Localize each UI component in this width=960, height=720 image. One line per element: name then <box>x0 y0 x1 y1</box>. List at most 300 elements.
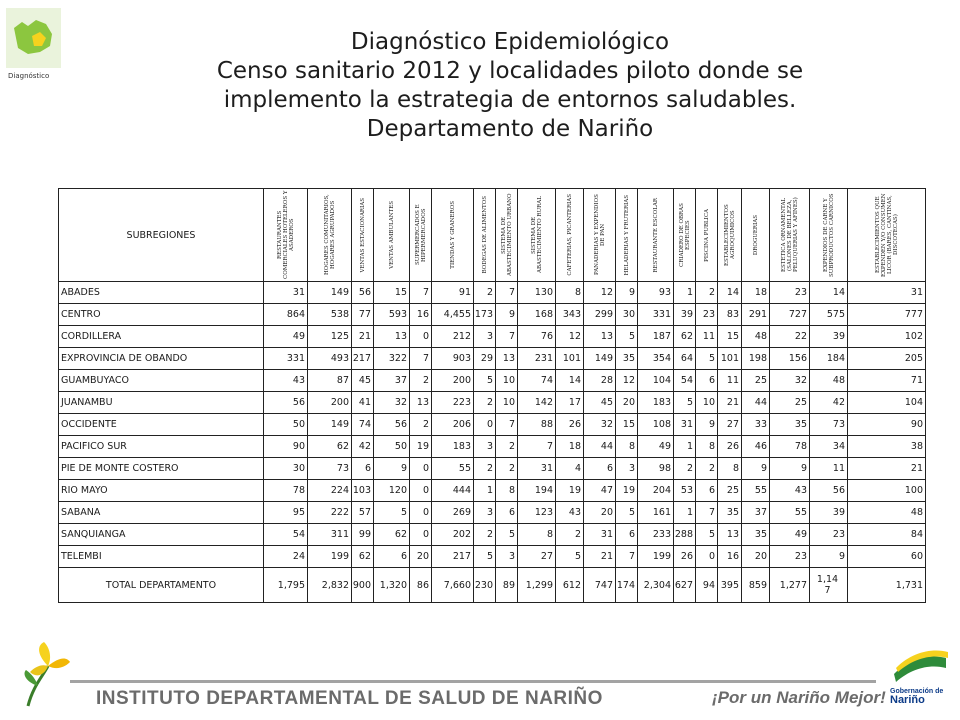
logo-caption: Diagnóstico <box>8 72 50 80</box>
table-cell: 6 <box>496 502 518 524</box>
table-cell: 777 <box>848 304 926 326</box>
table-cell: 103 <box>352 480 374 502</box>
table-cell: 1,795 <box>264 568 308 603</box>
table-cell: 2 <box>696 458 718 480</box>
table-row <box>59 392 926 414</box>
table-cell: 864 <box>264 304 308 326</box>
table-cell: 200 <box>432 370 474 392</box>
table-cell: 44 <box>584 436 616 458</box>
table-cell: 78 <box>770 436 810 458</box>
table-cell: 149 <box>308 282 352 304</box>
subregion-name: PACIFICO SUR <box>59 436 264 458</box>
table-cell: 86 <box>410 568 432 603</box>
table-cell: 89 <box>496 568 518 603</box>
table-cell: 26 <box>556 414 584 436</box>
table-cell: 222 <box>308 502 352 524</box>
table-cell: 149 <box>308 414 352 436</box>
table-cell: 19 <box>410 436 432 458</box>
table-cell: 20 <box>742 546 770 568</box>
table-cell: 1 <box>674 436 696 458</box>
column-header: HOGARES COMUNITARIOS, HOGARES AGRUPADOS <box>308 189 352 282</box>
table-cell: 7 <box>496 414 518 436</box>
gob-line-2: Nariño <box>890 694 925 706</box>
table-cell: 4 <box>556 458 584 480</box>
table-cell: 11 <box>810 458 848 480</box>
table-cell: 31 <box>264 282 308 304</box>
column-header: BODEGAS DE ALIMENTOS <box>474 189 496 282</box>
table-cell: 62 <box>374 524 410 546</box>
footer-divider <box>70 680 876 683</box>
table-cell: 83 <box>718 304 742 326</box>
table-cell: 0 <box>410 480 432 502</box>
table-cell: 78 <box>264 480 308 502</box>
table-cell: 28 <box>584 370 616 392</box>
table-cell: 5 <box>674 392 696 414</box>
table-cell: 5 <box>474 546 496 568</box>
table-cell: 2 <box>556 524 584 546</box>
subregion-name: ABADES <box>59 282 264 304</box>
table-cell: 8 <box>496 480 518 502</box>
table-cell: 56 <box>352 282 374 304</box>
table-cell: 130 <box>518 282 556 304</box>
table-cell: 206 <box>432 414 474 436</box>
subregion-name: SABANA <box>59 502 264 524</box>
table-cell: 21 <box>848 458 926 480</box>
table-cell: 149 <box>584 348 616 370</box>
table-cell: 88 <box>518 414 556 436</box>
table-cell: 62 <box>352 546 374 568</box>
table-cell: 3 <box>616 458 638 480</box>
table-cell: 142 <box>518 392 556 414</box>
table-cell: 38 <box>848 436 926 458</box>
table-cell: 23 <box>770 282 810 304</box>
subregion-name: PIE DE MONTE COSTERO <box>59 458 264 480</box>
table-header-row <box>59 189 926 282</box>
subregion-name: TOTAL DEPARTAMENTO <box>59 568 264 603</box>
table-cell: 493 <box>308 348 352 370</box>
column-header: HELADERIAS Y FRUTERIAS <box>616 189 638 282</box>
table-cell: 7 <box>410 282 432 304</box>
table-cell: 35 <box>742 524 770 546</box>
table-cell: 2 <box>496 436 518 458</box>
table-cell: 13 <box>410 392 432 414</box>
table-cell: 35 <box>770 414 810 436</box>
table-cell: 8 <box>616 436 638 458</box>
table-cell: 231 <box>518 348 556 370</box>
table-cell: 900 <box>352 568 374 603</box>
table-cell: 15 <box>374 282 410 304</box>
table-cell: 12 <box>584 282 616 304</box>
table-cell: 291 <box>742 304 770 326</box>
table-cell: 42 <box>810 392 848 414</box>
table-cell: 269 <box>432 502 474 524</box>
table-cell: 19 <box>616 480 638 502</box>
table-cell: 2 <box>496 458 518 480</box>
table-cell: 395 <box>718 568 742 603</box>
slogan: ¡Por un Nariño Mejor! <box>712 688 886 707</box>
table-cell: 343 <box>556 304 584 326</box>
column-header: EXPENDIOS DE CARNE Y SUBPRODUCTOS CARNICOS <box>810 189 848 282</box>
table-cell: 1 <box>474 480 496 502</box>
table-cell: 5 <box>616 502 638 524</box>
table-cell: 18 <box>556 436 584 458</box>
table-cell: 27 <box>718 414 742 436</box>
table-cell: 10 <box>496 370 518 392</box>
table-cell: 20 <box>584 502 616 524</box>
table-cell: 25 <box>718 480 742 502</box>
table-cell: 13 <box>374 326 410 348</box>
table-cell: 9 <box>374 458 410 480</box>
table-cell: 2 <box>474 392 496 414</box>
subregion-name: EXPROVINCIA DE OBANDO <box>59 348 264 370</box>
table-cell: 56 <box>374 414 410 436</box>
table-cell: 26 <box>718 436 742 458</box>
table-cell: 331 <box>638 304 674 326</box>
table-cell: 60 <box>848 546 926 568</box>
table-cell: 93 <box>638 282 674 304</box>
table-cell: 3 <box>474 436 496 458</box>
table-cell: 98 <box>638 458 674 480</box>
table-cell: 30 <box>264 458 308 480</box>
table-cell: 90 <box>264 436 308 458</box>
subregion-name: RIO MAYO <box>59 480 264 502</box>
table-cell: 233 <box>638 524 674 546</box>
table-cell: 1,277 <box>770 568 810 603</box>
table-cell: 23 <box>696 304 718 326</box>
table-cell: 49 <box>638 436 674 458</box>
table-cell: 55 <box>742 480 770 502</box>
column-header: PISCINA PUBLICA <box>696 189 718 282</box>
table-cell: 16 <box>410 304 432 326</box>
table-cell: 1,320 <box>374 568 410 603</box>
table-cell: 43 <box>770 480 810 502</box>
table-cell: 204 <box>638 480 674 502</box>
table-cell: 49 <box>770 524 810 546</box>
table-cell: 5 <box>496 524 518 546</box>
table-cell: 77 <box>352 304 374 326</box>
table-cell: 11 <box>718 370 742 392</box>
table-cell: 224 <box>308 480 352 502</box>
table-cell: 48 <box>848 502 926 524</box>
table-cell: 3 <box>474 502 496 524</box>
table-cell: 37 <box>374 370 410 392</box>
table-cell: 288 <box>674 524 696 546</box>
table-cell: 2 <box>474 282 496 304</box>
table-cell: 9 <box>696 414 718 436</box>
table-row <box>59 348 926 370</box>
table-cell: 217 <box>432 546 474 568</box>
subregion-name: OCCIDENTE <box>59 414 264 436</box>
table-cell: 9 <box>742 458 770 480</box>
table-cell: 39 <box>810 326 848 348</box>
table-cell: 20 <box>616 392 638 414</box>
table-cell: 22 <box>770 326 810 348</box>
table-cell: 747 <box>584 568 616 603</box>
table-row <box>59 480 926 502</box>
table-cell: 34 <box>810 436 848 458</box>
table-cell: 0 <box>410 458 432 480</box>
table-cell: 217 <box>352 348 374 370</box>
column-header: VENTAS ESTACIONARIAS <box>352 189 374 282</box>
table-cell: 8 <box>518 524 556 546</box>
table-cell: 18 <box>742 282 770 304</box>
table-cell: 62 <box>674 326 696 348</box>
table-cell: 1 <box>674 282 696 304</box>
title-line-4: Departamento de Nariño <box>366 116 654 142</box>
gobernacion-logo-text <box>890 688 943 704</box>
table-cell: 6 <box>696 370 718 392</box>
table-cell: 9 <box>496 304 518 326</box>
flower-logo-icon <box>8 636 88 716</box>
table-cell: 444 <box>432 480 474 502</box>
table-cell: 183 <box>432 436 474 458</box>
table-cell: 859 <box>742 568 770 603</box>
table-cell: 10 <box>496 392 518 414</box>
table-cell: 156 <box>770 348 810 370</box>
table-cell: 1,14 7 <box>810 568 848 603</box>
table-cell: 25 <box>770 392 810 414</box>
table-cell: 903 <box>432 348 474 370</box>
table-cell: 0 <box>410 326 432 348</box>
subregion-name: TELEMBI <box>59 546 264 568</box>
table-cell: 2 <box>474 458 496 480</box>
table-cell: 99 <box>352 524 374 546</box>
table-cell: 187 <box>638 326 674 348</box>
table-cell: 6 <box>352 458 374 480</box>
table-cell: 5 <box>696 524 718 546</box>
table-cell: 39 <box>810 502 848 524</box>
table-row <box>59 370 926 392</box>
table-cell: 593 <box>374 304 410 326</box>
table-cell: 73 <box>810 414 848 436</box>
table-cell: 0 <box>410 502 432 524</box>
table-cell: 84 <box>848 524 926 546</box>
table-cell: 14 <box>810 282 848 304</box>
table-cell: 46 <box>742 436 770 458</box>
table-cell: 1,299 <box>518 568 556 603</box>
table-cell: 44 <box>742 392 770 414</box>
table-cell: 161 <box>638 502 674 524</box>
table-cell: 3 <box>474 326 496 348</box>
table-cell: 24 <box>264 546 308 568</box>
table-cell: 64 <box>674 348 696 370</box>
table-cell: 2 <box>696 282 718 304</box>
table-cell: 17 <box>556 392 584 414</box>
table-cell: 0 <box>474 414 496 436</box>
table-cell: 14 <box>718 282 742 304</box>
institute-name: INSTITUTO DEPARTAMENTAL DE SALUD DE NARIÑO <box>96 688 603 709</box>
table-cell: 54 <box>264 524 308 546</box>
table-cell: 32 <box>770 370 810 392</box>
table-cell: 120 <box>374 480 410 502</box>
table-cell: 2 <box>674 458 696 480</box>
table-cell: 11 <box>696 326 718 348</box>
table-cell: 25 <box>742 370 770 392</box>
table-cell: 35 <box>718 502 742 524</box>
table-cell: 31 <box>674 414 696 436</box>
table-cell: 31 <box>518 458 556 480</box>
column-header: ESTETICA ORNAMENTAL (SALONES DE BELLEZA, PELUQUERIAS Y AFINES) <box>770 189 810 282</box>
column-header: SISTEMA DE ABASTECIMIENTO URBANO <box>496 189 518 282</box>
table-cell: 30 <box>616 304 638 326</box>
table-row <box>59 458 926 480</box>
table-cell: 2,832 <box>308 568 352 603</box>
table-cell: 1 <box>674 502 696 524</box>
table-cell: 12 <box>556 326 584 348</box>
table-cell: 7 <box>518 436 556 458</box>
table-cell: 3 <box>496 546 518 568</box>
table-cell: 5 <box>696 348 718 370</box>
table-cell: 2,304 <box>638 568 674 603</box>
table-cell: 45 <box>584 392 616 414</box>
table-cell: 31 <box>848 282 926 304</box>
table-cell: 10 <box>696 392 718 414</box>
table-cell: 16 <box>718 546 742 568</box>
table-cell: 31 <box>584 524 616 546</box>
table-cell: 168 <box>518 304 556 326</box>
table-cell: 41 <box>352 392 374 414</box>
table-cell: 108 <box>638 414 674 436</box>
table-cell: 538 <box>308 304 352 326</box>
table-cell: 199 <box>308 546 352 568</box>
table-cell: 13 <box>718 524 742 546</box>
table-cell: 194 <box>518 480 556 502</box>
table-cell: 13 <box>584 326 616 348</box>
table-cell: 43 <box>264 370 308 392</box>
title-line-2: Censo sanitario 2012 y localidades piloto donde se <box>216 58 804 84</box>
gob-line-1: Gobernación de <box>890 688 944 695</box>
table-cell: 2 <box>474 524 496 546</box>
table-cell: 575 <box>810 304 848 326</box>
subregion-name: GUAMBUYACO <box>59 370 264 392</box>
column-header: PANADERIAS Y EXPENDIOS DE PAN <box>584 189 616 282</box>
column-header: CRIADERO DE OBRAS ESPECIES <box>674 189 696 282</box>
column-header: RESTAURANTES COMERCIALES HOTELEROS Y ASADEROS <box>264 189 308 282</box>
table-cell: 32 <box>374 392 410 414</box>
table-cell: 0 <box>696 546 718 568</box>
table-cell: 727 <box>770 304 810 326</box>
table-cell: 5 <box>616 326 638 348</box>
table-cell: 21 <box>584 546 616 568</box>
table-cell: 21 <box>352 326 374 348</box>
table-cell: 174 <box>616 568 638 603</box>
logo-image <box>6 8 61 68</box>
table-cell: 95 <box>264 502 308 524</box>
table-cell: 8 <box>556 282 584 304</box>
table-cell: 6 <box>616 524 638 546</box>
table-cell: 23 <box>770 546 810 568</box>
table-cell: 76 <box>518 326 556 348</box>
column-header: ESTABLECIMIENTOS QUE EXPENDEN Y/O CONSUMEN LICOR (BARES, CANTINAS, DISCOTECAS) <box>848 189 926 282</box>
table-cell: 7,660 <box>432 568 474 603</box>
table-cell: 45 <box>352 370 374 392</box>
table-row <box>59 502 926 524</box>
table-cell: 19 <box>556 480 584 502</box>
table-cell: 55 <box>432 458 474 480</box>
table-cell: 104 <box>848 392 926 414</box>
table-cell: 183 <box>638 392 674 414</box>
table-cell: 47 <box>584 480 616 502</box>
table-cell: 7 <box>616 546 638 568</box>
table-cell: 299 <box>584 304 616 326</box>
table-cell: 0 <box>410 524 432 546</box>
table-cell: 54 <box>674 370 696 392</box>
title-line-1: Diagnóstico Epidemiológico <box>350 29 670 55</box>
table-cell: 104 <box>638 370 674 392</box>
table-cell: 50 <box>374 436 410 458</box>
table-cell: 354 <box>638 348 674 370</box>
table-cell: 9 <box>770 458 810 480</box>
table-cell: 7 <box>496 282 518 304</box>
subregion-name: SANQUIANGA <box>59 524 264 546</box>
table-cell: 205 <box>848 348 926 370</box>
table-cell: 74 <box>518 370 556 392</box>
table-cell: 5 <box>374 502 410 524</box>
table-cell: 4,455 <box>432 304 474 326</box>
table-row <box>59 304 926 326</box>
table-cell: 21 <box>718 392 742 414</box>
column-header: SUPERMERCADOS E HIPERMERCADOS <box>410 189 432 282</box>
table-cell: 12 <box>616 370 638 392</box>
table-cell: 20 <box>410 546 432 568</box>
table-cell: 33 <box>742 414 770 436</box>
table-cell: 173 <box>474 304 496 326</box>
table-cell: 202 <box>432 524 474 546</box>
table-cell: 55 <box>770 502 810 524</box>
table-row <box>59 546 926 568</box>
table-cell: 56 <box>264 392 308 414</box>
table-cell: 57 <box>352 502 374 524</box>
table-cell: 125 <box>308 326 352 348</box>
table-total-row <box>59 568 926 603</box>
table-cell: 26 <box>674 546 696 568</box>
table-cell: 199 <box>638 546 674 568</box>
table-cell: 50 <box>264 414 308 436</box>
table-cell: 73 <box>308 458 352 480</box>
table-cell: 123 <box>518 502 556 524</box>
table-cell: 48 <box>742 326 770 348</box>
table-cell: 48 <box>810 370 848 392</box>
title-line-3: implemento la estrategia de entornos saludables. <box>223 87 797 113</box>
table-cell: 2 <box>410 414 432 436</box>
table-cell: 13 <box>496 348 518 370</box>
column-header: CAFETERIAS, PICANTERIAS <box>556 189 584 282</box>
table-row <box>59 326 926 348</box>
table-cell: 331 <box>264 348 308 370</box>
table-cell: 87 <box>308 370 352 392</box>
table-cell: 5 <box>556 546 584 568</box>
table-cell: 35 <box>616 348 638 370</box>
table-cell: 39 <box>674 304 696 326</box>
subregion-name: JUANAMBU <box>59 392 264 414</box>
subregion-name: CORDILLERA <box>59 326 264 348</box>
subregion-name: CENTRO <box>59 304 264 326</box>
table-cell: 43 <box>556 502 584 524</box>
table-cell: 71 <box>848 370 926 392</box>
table-cell: 6 <box>696 480 718 502</box>
table-cell: 311 <box>308 524 352 546</box>
table-cell: 32 <box>584 414 616 436</box>
column-header: DROGUERIAS <box>742 189 770 282</box>
table-row <box>59 414 926 436</box>
table-cell: 223 <box>432 392 474 414</box>
page-title <box>150 28 870 144</box>
table-cell: 14 <box>556 370 584 392</box>
table-cell: 27 <box>518 546 556 568</box>
table-cell: 53 <box>674 480 696 502</box>
table-cell: 9 <box>616 282 638 304</box>
table-cell: 94 <box>696 568 718 603</box>
